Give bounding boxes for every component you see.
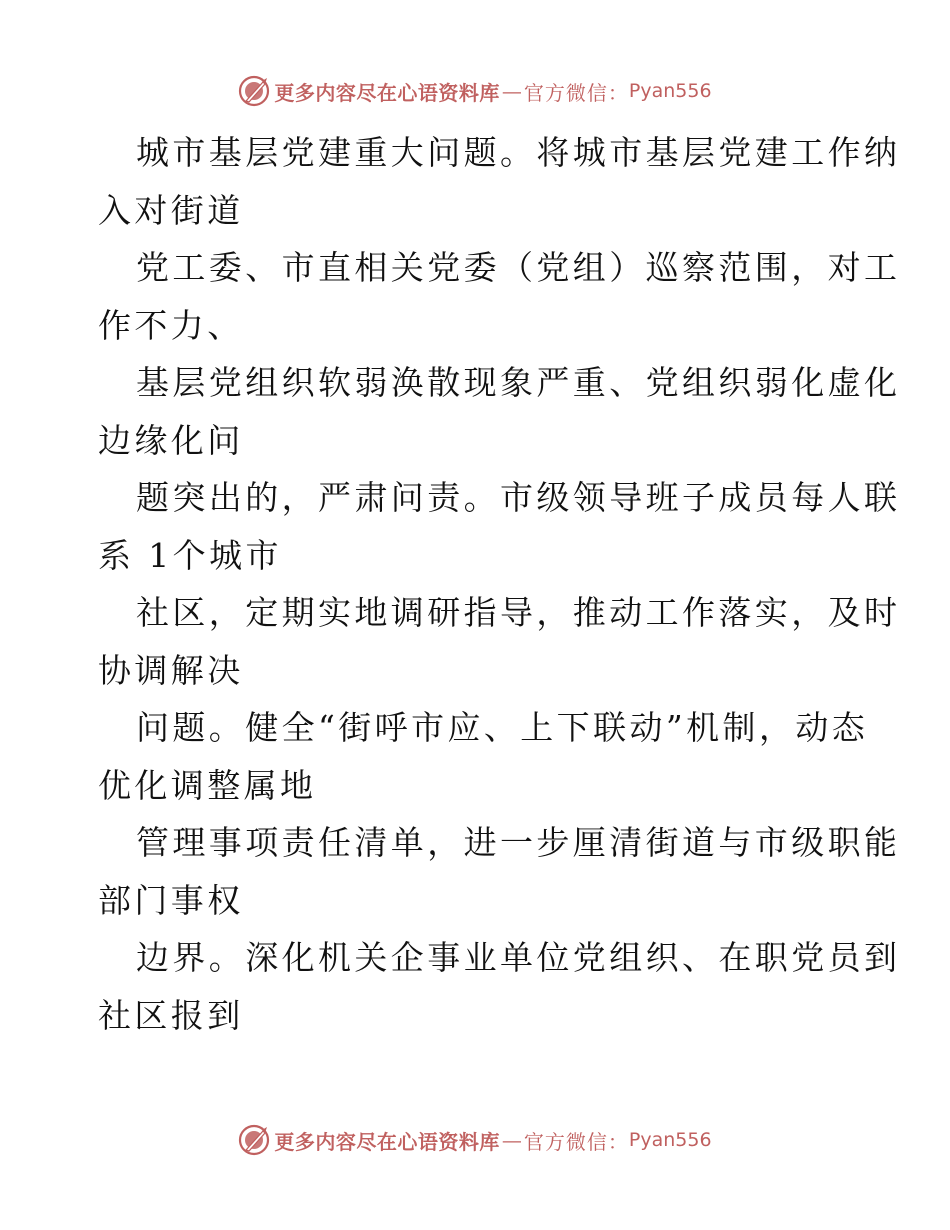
text-line: 城市基层党建重大问题。将城市基层党建工作纳: [136, 133, 901, 172]
quill-pen-logo-icon: [238, 1124, 270, 1156]
watermark-wechat-id: Pyan556: [628, 80, 712, 102]
text-line: 优化调整属地: [98, 765, 317, 805]
text-line: 社区，定期实地调研指导，推动工作落实，及时: [136, 593, 901, 632]
watermark-official-label: 官方微信：: [523, 80, 629, 105]
text-line: 问题。健全“街呼市应、上下联动”机制，动态: [136, 708, 869, 747]
text-line: 部门事权: [98, 880, 244, 920]
watermark-dash: —: [501, 79, 522, 103]
text-line: 边缘化问: [98, 420, 244, 460]
text-line: 系 1个城市: [98, 535, 282, 575]
text-line: 作不力、: [98, 305, 244, 345]
footer-watermark: [0, 1120, 950, 1160]
text-line: 题突出的，严肃问责。市级领导班子成员每人联: [136, 478, 901, 517]
text-line: 入对街道: [98, 190, 244, 230]
quill-pen-logo-icon: [238, 75, 270, 107]
watermark-wechat-id: Pyan556: [628, 1129, 712, 1151]
text-line: 边界。深化机关企事业单位党组织、在职党员到: [136, 938, 901, 977]
watermark-official-label: 官方微信：: [523, 1129, 629, 1154]
text-line: 管理事项责任清单，进一步厘清街道与市级职能: [136, 823, 901, 862]
watermark-library-text: 更多内容尽在心语资料库: [274, 80, 500, 105]
watermark-library-text: 更多内容尽在心语资料库: [274, 1129, 500, 1154]
watermark-dash: —: [501, 1128, 522, 1152]
header-watermark: [0, 71, 950, 111]
text-line: 协调解决: [98, 650, 244, 690]
text-line: 基层党组织软弱涣散现象严重、党组织弱化虚化: [136, 363, 901, 402]
text-line: 党工委、市直相关党委（党组）巡察范围，对工: [136, 248, 901, 287]
text-line: 社区报到: [98, 995, 244, 1035]
document-body: [98, 124, 901, 1044]
